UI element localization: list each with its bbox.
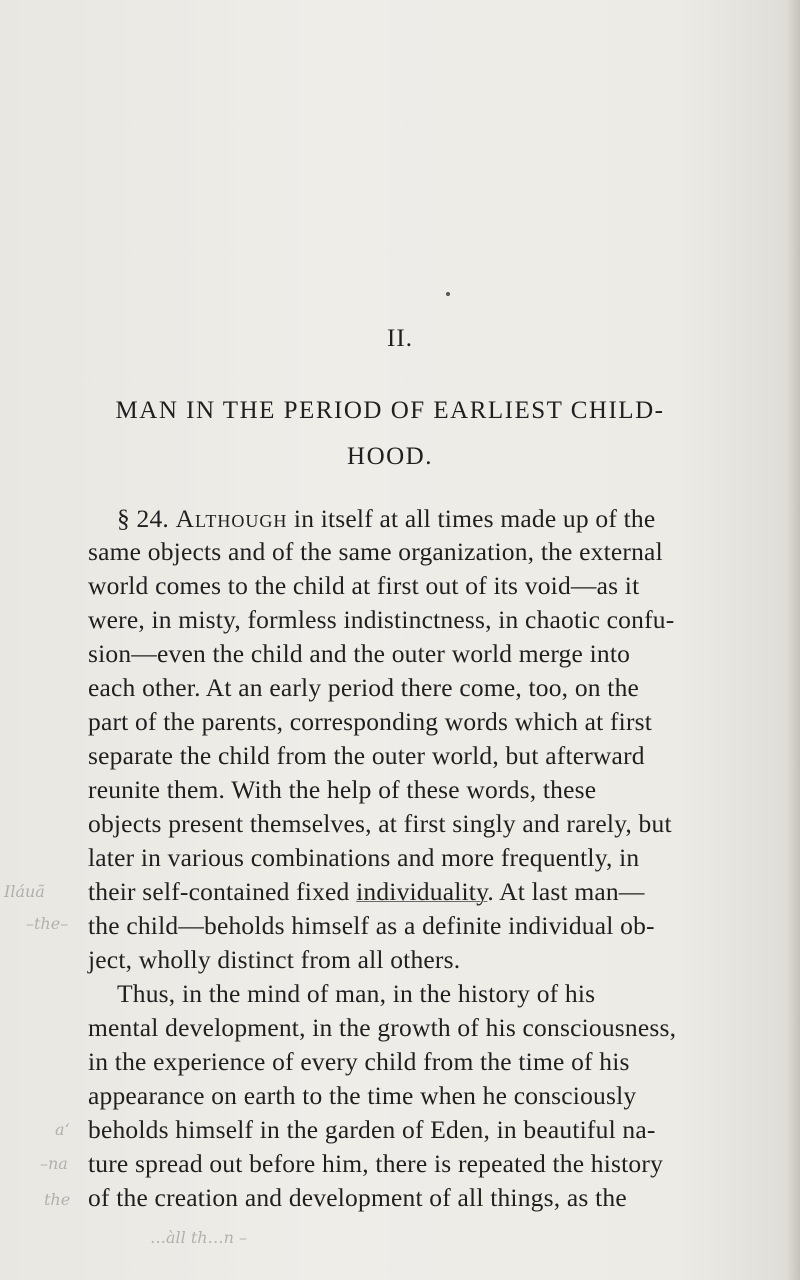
margin-note: the [44,1190,71,1209]
text-line-content: . At last man— [487,877,645,906]
chapter-title [70,388,710,480]
page-edge-shadow [786,0,800,1280]
text-line [117,504,655,534]
margin-note: –the– [26,914,69,933]
chapter-title-line-1: MAN IN THE PERIOD OF EARLIEST CHILD- [115,397,665,424]
text-line: of the creation and development of all things, as the [88,1183,627,1212]
text-line: objects present themselves, at first singly and rarely, but [88,809,672,838]
text-line: the child—beholds himself as a definite individual ob- [88,911,655,940]
text-line: were, in misty, formless indistinctness, in chaotic confu- [88,605,675,634]
section-mark: § 24. [117,504,169,533]
text-line-content: in itself at all times made up of the [287,504,656,533]
text-line: appearance on earth to the time when he consciously [88,1081,637,1110]
text-line: each other. At an early period there come, too, on the [88,673,640,702]
margin-note: a‘ [55,1120,70,1139]
margin-note: …àll th…n – [150,1228,247,1247]
text-line: beholds himself in the garden of Eden, in beautiful na- [88,1115,656,1144]
underlined-word: individuality [356,877,488,906]
text-line: in the experience of every child from the time of his [88,1047,630,1076]
chapter-number: II. [387,325,413,352]
text-line: same objects and of the same organization, the external [88,537,663,566]
text-line: Thus, in the mind of man, in the history of his [117,979,596,1008]
margin-note: –na [40,1154,68,1173]
text-line: part of the parents, corresponding words which at first [88,707,653,736]
lead-word: Although [175,504,288,533]
text-line: world comes to the child at first out of its void—as it [88,571,640,600]
text-line-content: their self-contained fixed [88,877,357,906]
text-line [88,877,645,907]
text-line: ject, wholly distinct from all others. [88,945,461,974]
text-line: mental development, in the growth of his consciousness, [88,1013,677,1042]
text-line: separate the child from the outer world, but afterward [88,741,645,770]
chapter-title-line-2: HOOD. [347,443,433,470]
text-line: ture spread out before him, there is repeated the history [88,1149,664,1178]
text-line: reunite them. With the help of these words, these [88,775,597,804]
text-line: sion—even the child and the outer world merge into [88,639,631,668]
text-line: later in various combinations and more frequently, in [88,843,640,872]
ink-dot [446,292,450,296]
margin-note: Iláuã [4,882,45,901]
